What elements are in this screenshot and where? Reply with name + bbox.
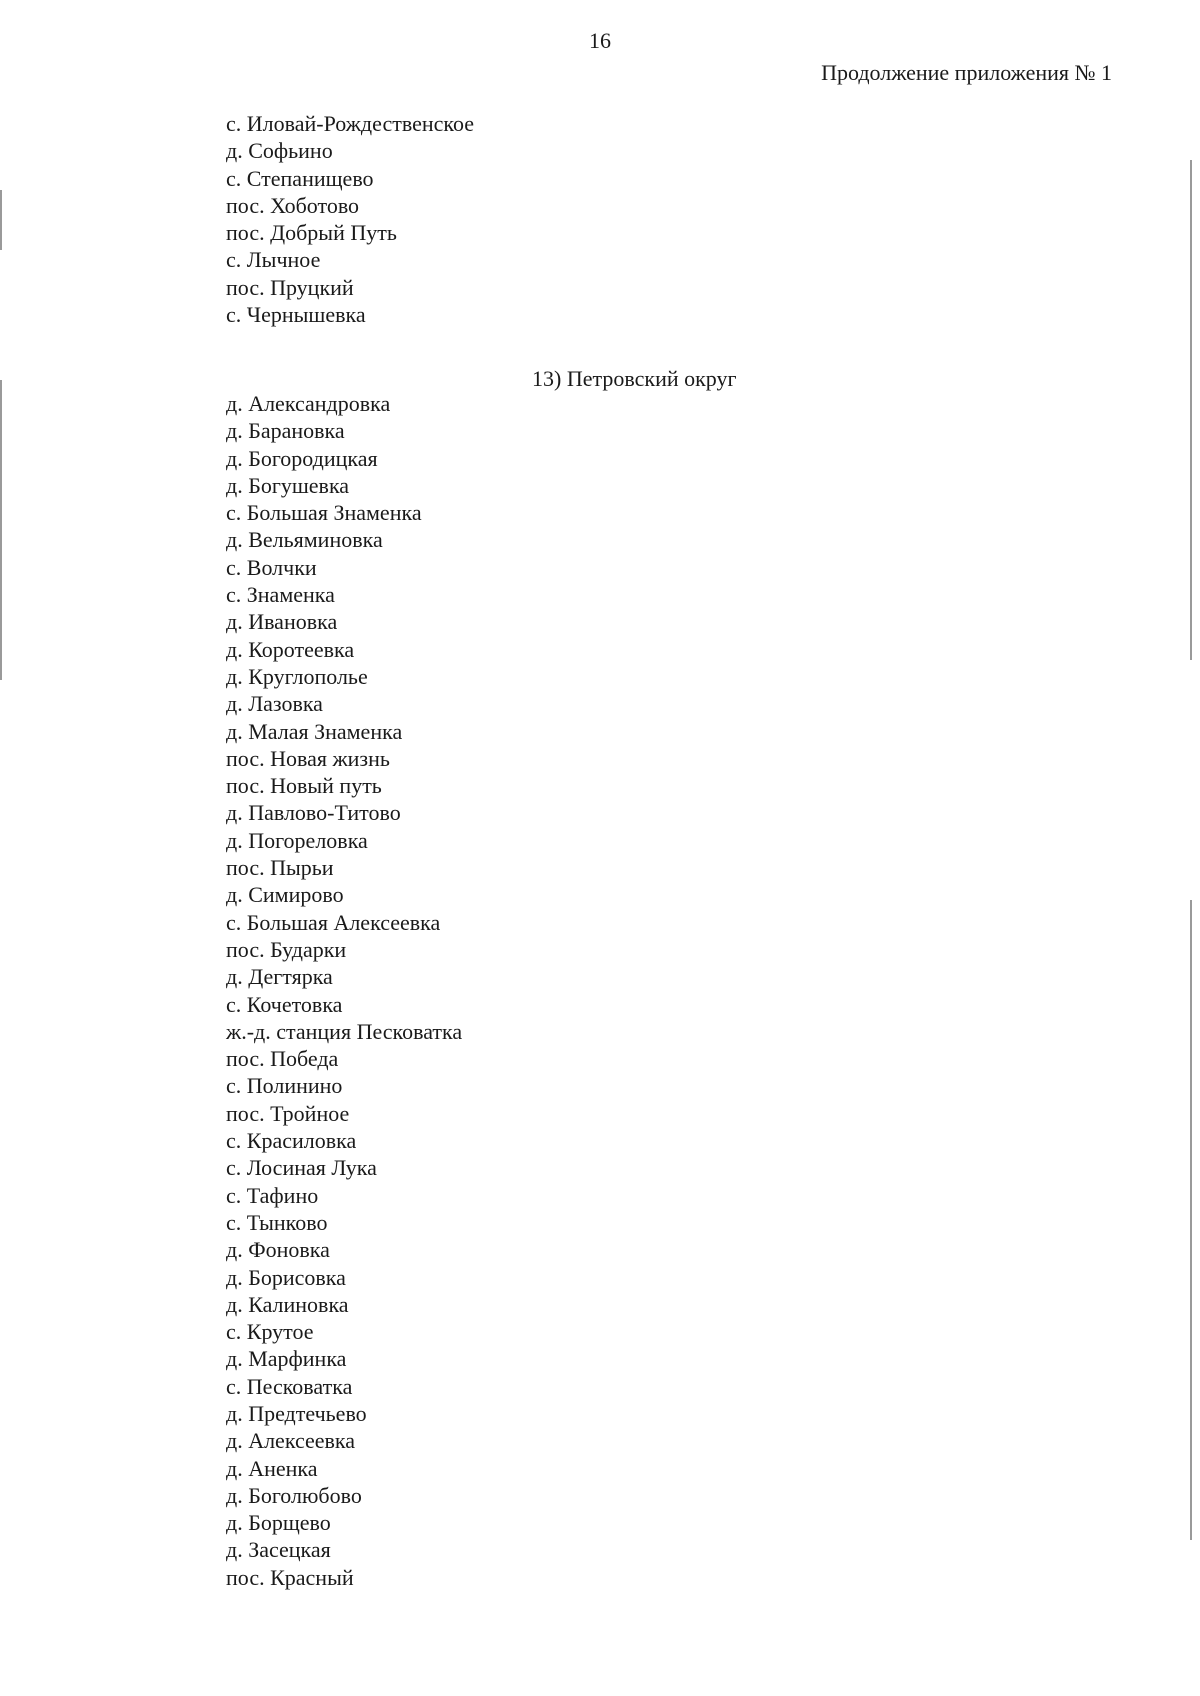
list-item: с. Полинино — [226, 1073, 343, 1099]
list-item: д. Борисовка — [226, 1264, 346, 1290]
list-item: с. Знаменка — [226, 582, 335, 608]
list-item: д. Борщево — [226, 1510, 331, 1536]
list-item: пос. Пырьи — [226, 855, 334, 881]
list-item: д. Вельяминовка — [226, 527, 383, 553]
list-item: д. Ивановка — [226, 609, 338, 635]
list-item: д. Богородицкая — [226, 445, 378, 471]
list-item: д. Павлово-Титово — [226, 800, 401, 826]
list-item: д. Круглополье — [226, 663, 368, 689]
list-item: д. Богушевка — [226, 472, 350, 498]
list-item: д. Александровка — [226, 391, 391, 416]
list-item: пос. Пруцкий — [226, 274, 354, 300]
list-item: д. Алексеевка — [226, 1428, 356, 1454]
list-item: д. Погореловка — [226, 827, 368, 853]
list-item: д. Лазовка — [226, 691, 323, 717]
list-item: ж.-д. станция Песковатка — [226, 1018, 463, 1044]
list-item: д. Засецкая — [226, 1537, 331, 1563]
list-item: пос. Красный — [226, 1564, 354, 1590]
list-item: с. Песковатка — [226, 1373, 353, 1399]
list-item: д. Барановка — [226, 418, 345, 444]
list-item: с. Волчки — [226, 554, 317, 580]
list-item: пос. Бударки — [226, 936, 347, 962]
list-item: с. Большая Знаменка — [226, 500, 422, 526]
list-item: д. Симирово — [226, 882, 344, 908]
list-item: с. Степанищево — [226, 165, 374, 191]
scan-edge-mark — [1190, 160, 1192, 660]
list-item: д. Боголюбово — [226, 1482, 362, 1508]
list-item: д. Малая Знаменка — [226, 718, 403, 744]
page-number: 16 — [589, 28, 611, 53]
continuation-header: Продолжение приложения № 1 — [821, 60, 1112, 85]
list-item: с. Чернышевка — [226, 302, 366, 328]
list-item: с. Тафино — [226, 1182, 319, 1208]
list-item: с. Красиловка — [226, 1128, 357, 1154]
list-item: д. Предтечьево — [226, 1400, 367, 1426]
list-item: с. Кочетовка — [226, 991, 343, 1017]
list-item: д. Дегтярка — [226, 964, 333, 990]
list-item: с. Большая Алексеевка — [226, 909, 441, 935]
list-item: пос. Тройное — [226, 1100, 350, 1126]
scan-edge-mark — [0, 380, 2, 680]
list-item: д. Софьино — [226, 138, 333, 164]
list-item: пос. Добрый Путь — [226, 220, 397, 246]
settlement-list-continued — [226, 110, 474, 328]
list-item: с. Лычное — [226, 247, 321, 273]
list-item: д. Марфинка — [226, 1346, 347, 1372]
list-item: д. Фоновка — [226, 1237, 330, 1263]
list-item: пос. Победа — [226, 1046, 339, 1072]
list-item: с. Лосиная Лука — [226, 1155, 377, 1181]
list-item: д. Калиновка — [226, 1291, 349, 1317]
scan-edge-mark — [1190, 900, 1192, 1540]
list-item: пос. Новая жизнь — [226, 745, 390, 771]
list-item: пос. Новый путь — [226, 773, 382, 799]
list-item: с. Иловай-Рождественское — [226, 111, 474, 136]
list-item: пос. Хоботово — [226, 192, 360, 218]
settlement-list-petrovsky — [226, 390, 462, 1591]
list-item: д. Аненка — [226, 1455, 318, 1481]
list-item: д. Коротеевка — [226, 636, 355, 662]
list-item: с. Крутое — [226, 1319, 314, 1345]
section-heading: 13) Петровский округ — [532, 366, 737, 391]
list-item: с. Тынково — [226, 1209, 328, 1235]
scan-edge-mark — [0, 190, 2, 250]
